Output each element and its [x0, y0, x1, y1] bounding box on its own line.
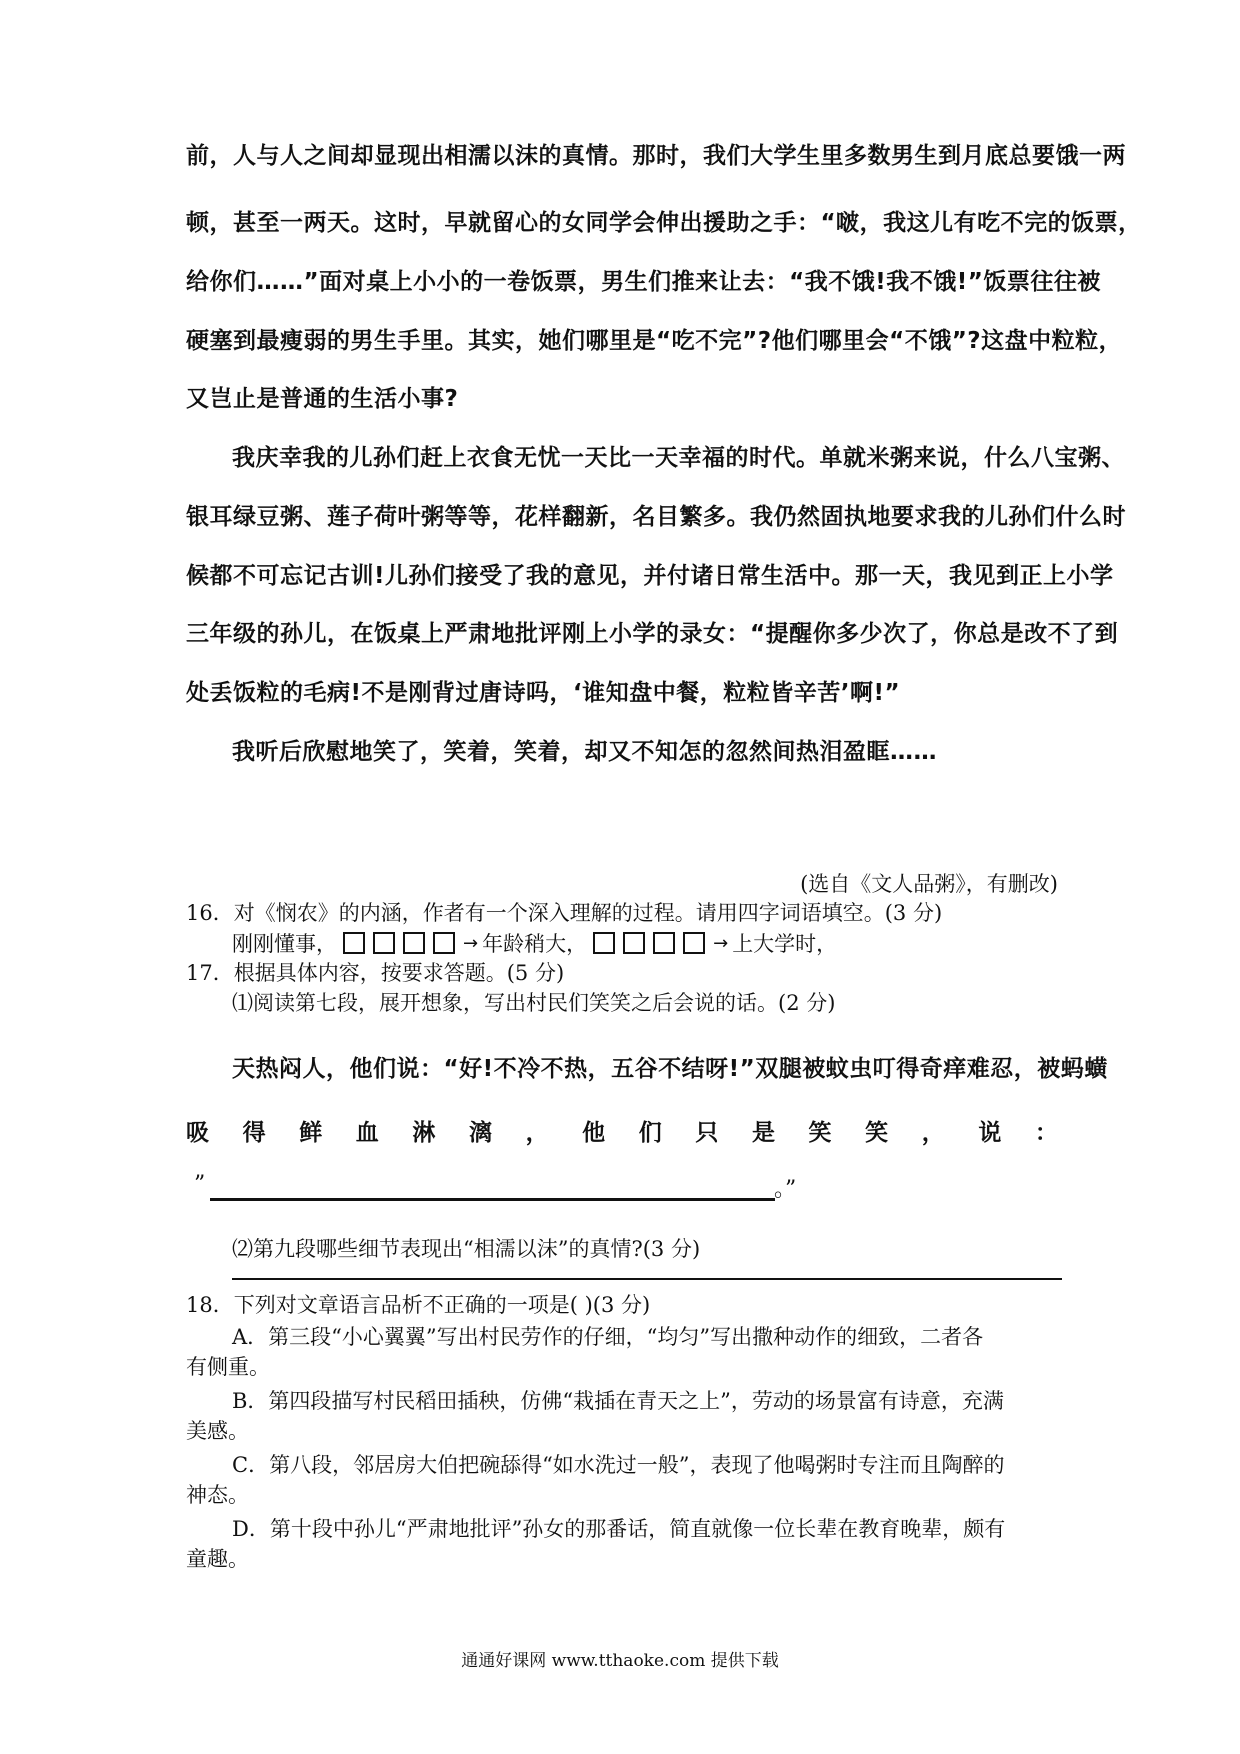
option-a-cont: 有侧重。	[186, 1355, 270, 1379]
question-17-stem: 17．根据具体内容，按要求答题。(5 分)	[186, 961, 565, 985]
option-c-line: C．第八段，邻居房大伯把碗舔得“如水洗过一般”，表现了他喝粥时专注而且陶醉的	[232, 1453, 1005, 1477]
answer-box[interactable]	[433, 932, 455, 954]
question-18-stem: 18．下列对文章语言品析不正确的一项是( )(3 分)	[186, 1293, 651, 1317]
option-b-line: B．第四段描写村民稻田插秧，仿佛“栽插在青天之上”，劳动的场景富有诗意，充满	[232, 1389, 1004, 1413]
answer-box[interactable]	[343, 932, 365, 954]
option-c-cont: 神态。	[186, 1483, 249, 1507]
arrow-icon: →	[713, 932, 729, 954]
spread-char: 得	[242, 1120, 266, 1146]
answer-boxes-1[interactable]	[343, 932, 463, 954]
answer-boxes-2[interactable]	[593, 932, 713, 954]
question-17-sub2: ⑵第九段哪些细节表现出“相濡以沫”的真情?(3 分)	[232, 1237, 701, 1261]
passage-line: 我庆幸我的儿孙们赶上衣食无忧一天比一天幸福的时代。单就米粥来说，什么八宝粥、	[232, 445, 1125, 471]
passage-line: 硬塞到最瘦弱的男生手里。其实，她们哪里是“吃不完”?他们哪里会“不饿”?这盘中粒粒，	[186, 328, 1123, 354]
answer-box[interactable]	[623, 932, 645, 954]
passage-line: 给你们……”面对桌上小小的一卷饭票，男生们推来让去：“我不饿!我不饿!”饭票往往被	[186, 269, 1101, 295]
answer-box[interactable]	[593, 932, 615, 954]
spread-char: 只	[695, 1120, 719, 1146]
answer-box[interactable]	[403, 932, 425, 954]
spread-char: 血	[355, 1120, 379, 1146]
passage-line: 又岂止是普通的生活小事?	[186, 386, 459, 412]
passage-line: 顿，甚至一两天。这时，早就留心的女同学会伸出援助之手：“啵，我这儿有吃不完的饭票，	[186, 210, 1142, 236]
spread-char: 吸	[186, 1120, 209, 1146]
passage-line: 银耳绿豆粥、莲子荷叶粥等等，花样翻新，名目繁多。我仍然固执地要求我的儿孙们什么时	[186, 504, 1126, 530]
page-footer: 通通好课网 www.tthaoke.com 提供下载	[461, 1651, 779, 1671]
passage-line: 三年级的孙儿，在饭桌上严肃地批评刚上小学的录女：“提醒你多少次了，你总是改不了到	[186, 621, 1119, 647]
spread-char: 是	[751, 1120, 775, 1146]
option-d-line: D．第十段中孙儿“严肃地批评”孙女的那番话，简直就像一位长辈在教育晚辈，颇有	[232, 1517, 1006, 1541]
answer-line-17-1[interactable]	[194, 1172, 814, 1206]
spread-char: ：	[1034, 1120, 1058, 1146]
passage-line: 候都不可忘记古训!儿孙们接受了我的意见，并付诸日常生活中。那一天，我见到正上小学	[186, 563, 1114, 589]
option-d-cont: 童趣。	[186, 1547, 249, 1571]
spread-char: 们	[638, 1120, 662, 1146]
passage-line: 处丢饭粒的毛病!不是刚背过唐诗吗，‘谁知盘中餐，粒粒皆辛苦’啊!”	[186, 680, 901, 706]
spread-char: 鲜	[299, 1120, 323, 1146]
spread-char: ，	[921, 1120, 945, 1146]
option-a-line: A．第三段“小心翼翼”写出村民劳作的仔细，“均匀”写出撒种动作的细致，二者各	[232, 1325, 984, 1349]
spread-char: ，	[525, 1120, 549, 1146]
spread-char: 他	[582, 1120, 606, 1146]
question-17-sub1-text: 天热闷人，他们说：“好!不冷不热，五谷不结呀!”双腿被蚊虫叮得奇痒难忍，被蚂蟥	[232, 1056, 1108, 1082]
answer-line-17-2[interactable]	[232, 1278, 1062, 1280]
quote-close: 。”	[774, 1177, 797, 1202]
question-17-sub1: ⑴阅读第七段，展开想象，写出村民们笑笑之后会说的话。(2 分)	[232, 991, 836, 1015]
quote-open: ”	[194, 1172, 206, 1197]
option-b-cont: 美感。	[186, 1419, 249, 1443]
spread-char: 淋	[412, 1120, 436, 1146]
arrow-icon: →	[463, 932, 479, 954]
question-16-blanks	[232, 928, 837, 958]
passage-line: 我听后欣慰地笑了，笑着，笑着，却又不知怎的忽然间热泪盈眶……	[232, 739, 937, 765]
spread-char: 笑	[808, 1120, 832, 1146]
spread-char: 漓	[468, 1120, 492, 1146]
answer-box[interactable]	[373, 932, 395, 954]
q16-segment-1: 刚刚懂事，	[232, 932, 337, 956]
answer-box[interactable]	[653, 932, 675, 954]
q16-segment-3: 上大学时，	[732, 932, 838, 956]
q16-segment-2: 年龄稍大，	[482, 932, 588, 956]
source-note: (选自《文人品粥》，有删改)	[800, 872, 1058, 896]
spread-char: 说	[978, 1120, 1002, 1146]
answer-underline[interactable]	[210, 1198, 775, 1201]
question-17-sub1-spread-line	[186, 1114, 1058, 1147]
passage-line: 前，人与人之间却显现出相濡以沫的真情。那时，我们大学生里多数男生到月底总要饿一两	[186, 143, 1126, 169]
answer-box[interactable]	[683, 932, 705, 954]
spread-char: 笑	[865, 1120, 889, 1146]
question-16-stem: 16．对《悯农》的内涵，作者有一个深入理解的过程。请用四字词语填空。(3 分)	[186, 901, 943, 925]
